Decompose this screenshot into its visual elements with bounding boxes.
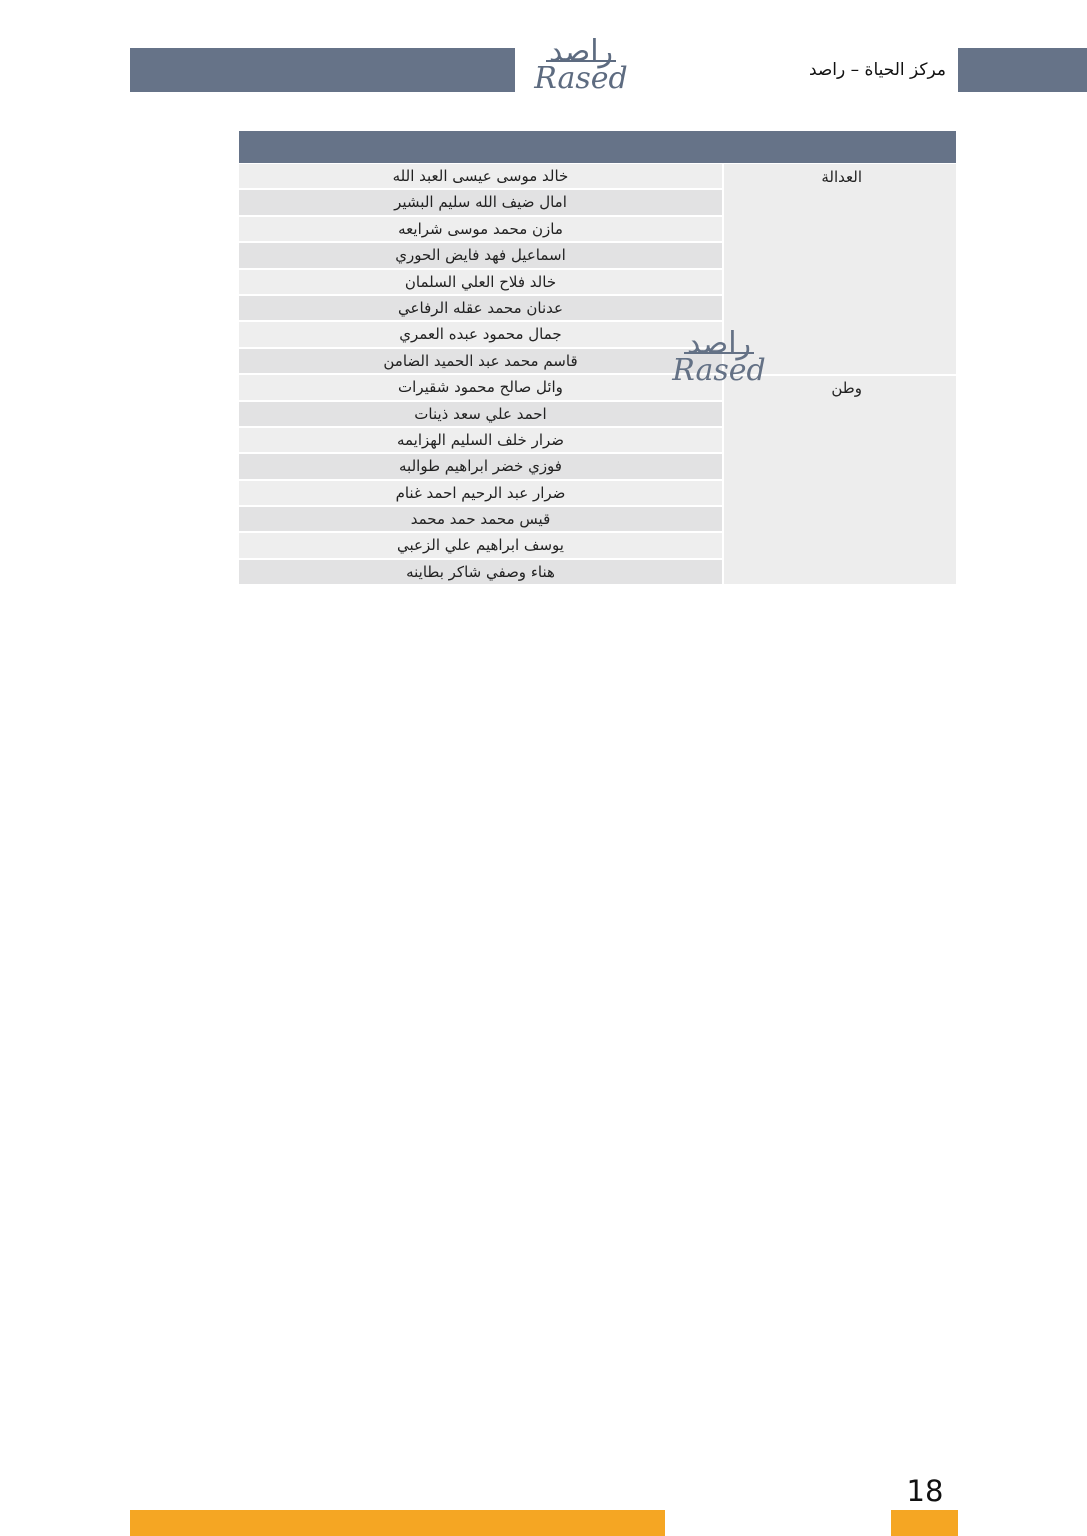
member-row: امال ضيف الله سليم البشير [239,190,722,214]
member-row: خالد موسى عيسى العبد الله [239,164,722,188]
watermark-latin-text: Rased [672,353,766,388]
table-header-bar [239,131,956,163]
member-row: مازن محمد موسى شرايعه [239,217,722,241]
header-bar-left [130,48,515,92]
member-row: ضرار خلف السليم الهزايمه [239,428,722,452]
member-row: يوسف ابراهيم علي الزعبي [239,533,722,557]
footer-bar-right [891,1510,958,1536]
rased-watermark [660,326,778,388]
rased-logo [522,34,640,96]
page-number: 18 [906,1474,944,1508]
party-name: وطن [831,379,862,397]
member-row: هناء وصفي شاكر بطاينه [239,560,722,584]
members-column [239,164,722,586]
footer-bar-left [130,1510,665,1536]
member-row: اسماعيل فهد فايض الحوري [239,243,722,267]
member-row: احمد علي سعد ذينات [239,402,722,426]
member-row: خالد فلاح العلي السلمان [239,270,722,294]
member-row: وائل صالح محمود شقيرات [239,375,722,399]
member-row: قيس محمد حمد محمد [239,507,722,531]
member-row: فوزي خضر ابراهيم طوالبه [239,454,722,478]
party-name: العدالة [821,168,862,186]
member-row: جمال محمود عبده العمري [239,322,722,346]
logo-arabic-text: راصد [548,34,614,69]
org-name: مركز الحياة – راصد [808,60,946,80]
member-row: عدنان محمد عقله الرفاعي [239,296,722,320]
watermark-arabic-text: راصد [686,326,752,361]
logo-latin-text: Rased [534,61,628,96]
header-bar-right [958,48,1087,92]
member-row: ضرار عبد الرحيم احمد غنام [239,481,722,505]
member-row: قاسم محمد عبد الحميد الضامن [239,349,722,373]
